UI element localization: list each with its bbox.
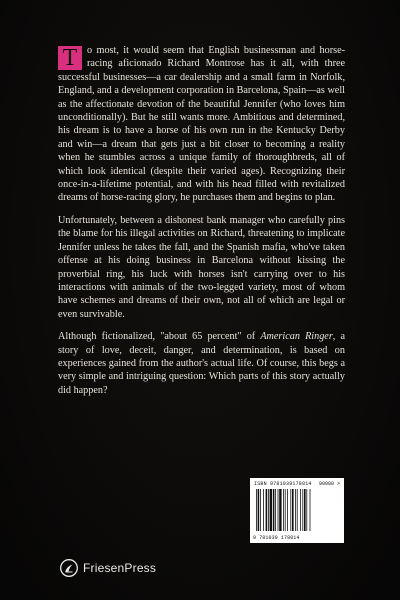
barcode-bar: [300, 489, 301, 531]
barcode-bar: [297, 489, 298, 531]
barcode-bar: [295, 489, 296, 531]
price-code: 90000 >: [318, 481, 340, 487]
blurb-text: [58, 44, 345, 406]
blurb-paragraph-3-start: Although fictionalized, "about 65 percent" of: [58, 331, 261, 343]
friesenpress-logo-icon: [60, 559, 78, 577]
publisher-name: FriesenPress: [83, 561, 157, 575]
blurb-paragraph-1-text: o most, it would seem that English businessman and horse-racing aficionado Richard Montrose has it all, with three successful businesses—a car dealership and a small farm in Norfolk, England, and a development corporation in Barcelona, Spain—as well as the affectionate devotion of the beautiful Jennifer (who loves him unconditionally). But he still wants more. Ambitious and determined, his dream is to have a horse of his own run in the Kentucky Derby and win—a dream that gets just a bit closer to becoming a reality when he stumbles across a unique family of thoroughbreds, all of which look identical (despite their varied ages). Recognizing their once-in-a-lifetime potential, and with his head filled with revitalized dreams of horse-racing glory, he purchases them and begins to plan.: [58, 45, 345, 204]
barcode-bar: [270, 489, 272, 531]
barcode-bar: [306, 489, 307, 531]
barcode-bar: [266, 489, 268, 531]
barcode-bar: [258, 489, 260, 531]
barcode-bar: [287, 489, 288, 531]
book-title-italic: American Ringer: [260, 331, 333, 343]
drop-cap: T: [58, 46, 82, 70]
isbn-label-bottom: 9 781039 178014: [253, 535, 300, 541]
barcode-bar: [279, 489, 281, 531]
blurb-paragraph-3: [58, 330, 345, 397]
barcode-bar: [304, 489, 306, 531]
barcode-bar: [310, 489, 311, 531]
barcode-bar: [278, 489, 279, 531]
barcode-bar: [290, 489, 291, 531]
barcode-bar: [302, 489, 303, 531]
barcode-bar: [292, 489, 294, 531]
barcode-bar: [268, 489, 269, 531]
publisher-imprint: [60, 557, 156, 579]
blurb-paragraph-1: [58, 44, 345, 205]
isbn-label-top: ISBN 978103917801​4: [254, 481, 312, 487]
barcode-bar: [260, 489, 261, 531]
blurb-paragraph-2: Unfortunately, between a dishonest bank manager who carefully pins the blame for his illegal activities on Richard, threatening to implicate Jennifer unless he takes the fall, and the Spanish mafia, who've taken offense at his doing business in Barcelona without kissing the proverbial ring, his luck with horses isn't carrying over to his interactions with animals of the two-legged variety, most of whom have schemes and dreams of their own, not all of which are legal or even survivable.: [58, 214, 345, 320]
barcode-bar: [273, 489, 275, 531]
barcode-bars: [255, 489, 339, 531]
barcode-bar: [275, 489, 276, 531]
blurb-paragraph-3-end: , a story of love, deceit, danger, and determination, is based on experiences gained from the author's actual life. Of course, this begs a very simple and intriguing question: Which parts of this story actually did happen?: [58, 331, 345, 396]
barcode-bar: [285, 489, 286, 531]
isbn-barcode: [250, 478, 344, 543]
barcode-bar: [263, 489, 264, 531]
barcode-bar: [256, 489, 257, 531]
barcode-bar: [283, 489, 284, 531]
